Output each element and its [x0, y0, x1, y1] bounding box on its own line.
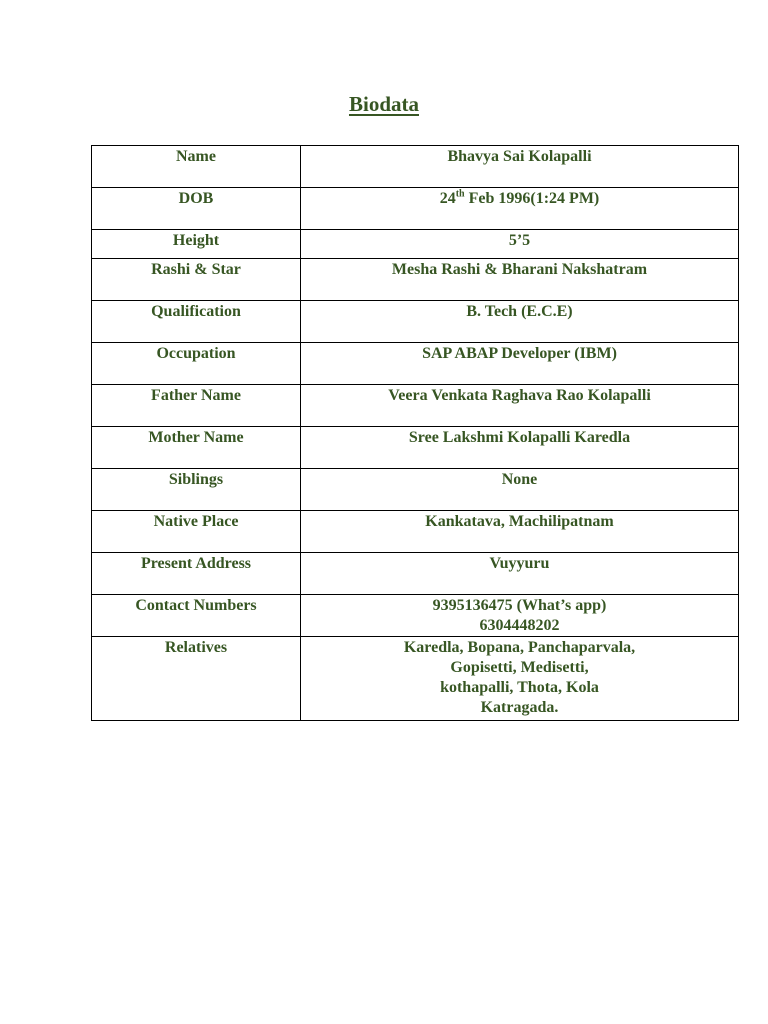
- table-row-siblings: [92, 469, 739, 511]
- row-value: 5’5: [301, 230, 739, 259]
- row-label: Contact Numbers: [92, 595, 301, 637]
- row-value: Vuyyuru: [301, 553, 739, 595]
- table-row-native-place: [92, 511, 739, 553]
- row-value: Bhavya Sai Kolapalli: [301, 146, 739, 188]
- row-label: Qualification: [92, 301, 301, 343]
- row-label: Native Place: [92, 511, 301, 553]
- biodata-table: [91, 145, 739, 721]
- row-value: [301, 595, 739, 637]
- contact-number: 9395136475 (What’s app): [432, 597, 607, 614]
- row-value: [301, 188, 739, 230]
- table-row-father-name: [92, 385, 739, 427]
- row-label: Father Name: [92, 385, 301, 427]
- row-label: Name: [92, 146, 301, 188]
- table-row-name: [92, 146, 739, 188]
- row-value: Mesha Rashi & Bharani Nakshatram: [301, 259, 739, 301]
- row-value: SAP ABAP Developer (IBM): [301, 343, 739, 385]
- contact-number: 6304448202: [479, 617, 560, 634]
- table-row-mother-name: [92, 427, 739, 469]
- dob-day: 24: [439, 190, 456, 207]
- row-value: [301, 637, 739, 721]
- row-label: Height: [92, 230, 301, 259]
- table-row-occupation: [92, 343, 739, 385]
- row-value: Sree Lakshmi Kolapalli Karedla: [301, 427, 739, 469]
- dob-day-suffix: th: [455, 188, 465, 200]
- row-label: Present Address: [92, 553, 301, 595]
- row-label: Mother Name: [92, 427, 301, 469]
- row-value: None: [301, 469, 739, 511]
- row-label: Relatives: [92, 637, 301, 721]
- table-row-contact-numbers: [92, 595, 739, 637]
- table-row-rashi-star: [92, 259, 739, 301]
- relatives-line: Karedla, Bopana, Panchaparvala,: [403, 639, 636, 656]
- relatives-line: kothapalli, Thota, Kola: [440, 679, 599, 696]
- row-value: Kankatava, Machilipatnam: [301, 511, 739, 553]
- table-row-relatives: [92, 637, 739, 721]
- table-row-qualification: [92, 301, 739, 343]
- row-value: B. Tech (E.C.E): [301, 301, 739, 343]
- row-label: Siblings: [92, 469, 301, 511]
- row-value: Veera Venkata Raghava Rao Kolapalli: [301, 385, 739, 427]
- relatives-line: Gopisetti, Medisetti,: [450, 659, 589, 676]
- row-label: DOB: [92, 188, 301, 230]
- relatives-line: Katragada.: [480, 699, 559, 716]
- page-title: Biodata: [348, 92, 419, 116]
- row-label: Rashi & Star: [92, 259, 301, 301]
- table-row-height: [92, 230, 739, 259]
- table-row-dob: [92, 188, 739, 230]
- row-label: Occupation: [92, 343, 301, 385]
- table-row-present-address: [92, 553, 739, 595]
- dob-rest: Feb 1996(1:24 PM): [464, 190, 600, 207]
